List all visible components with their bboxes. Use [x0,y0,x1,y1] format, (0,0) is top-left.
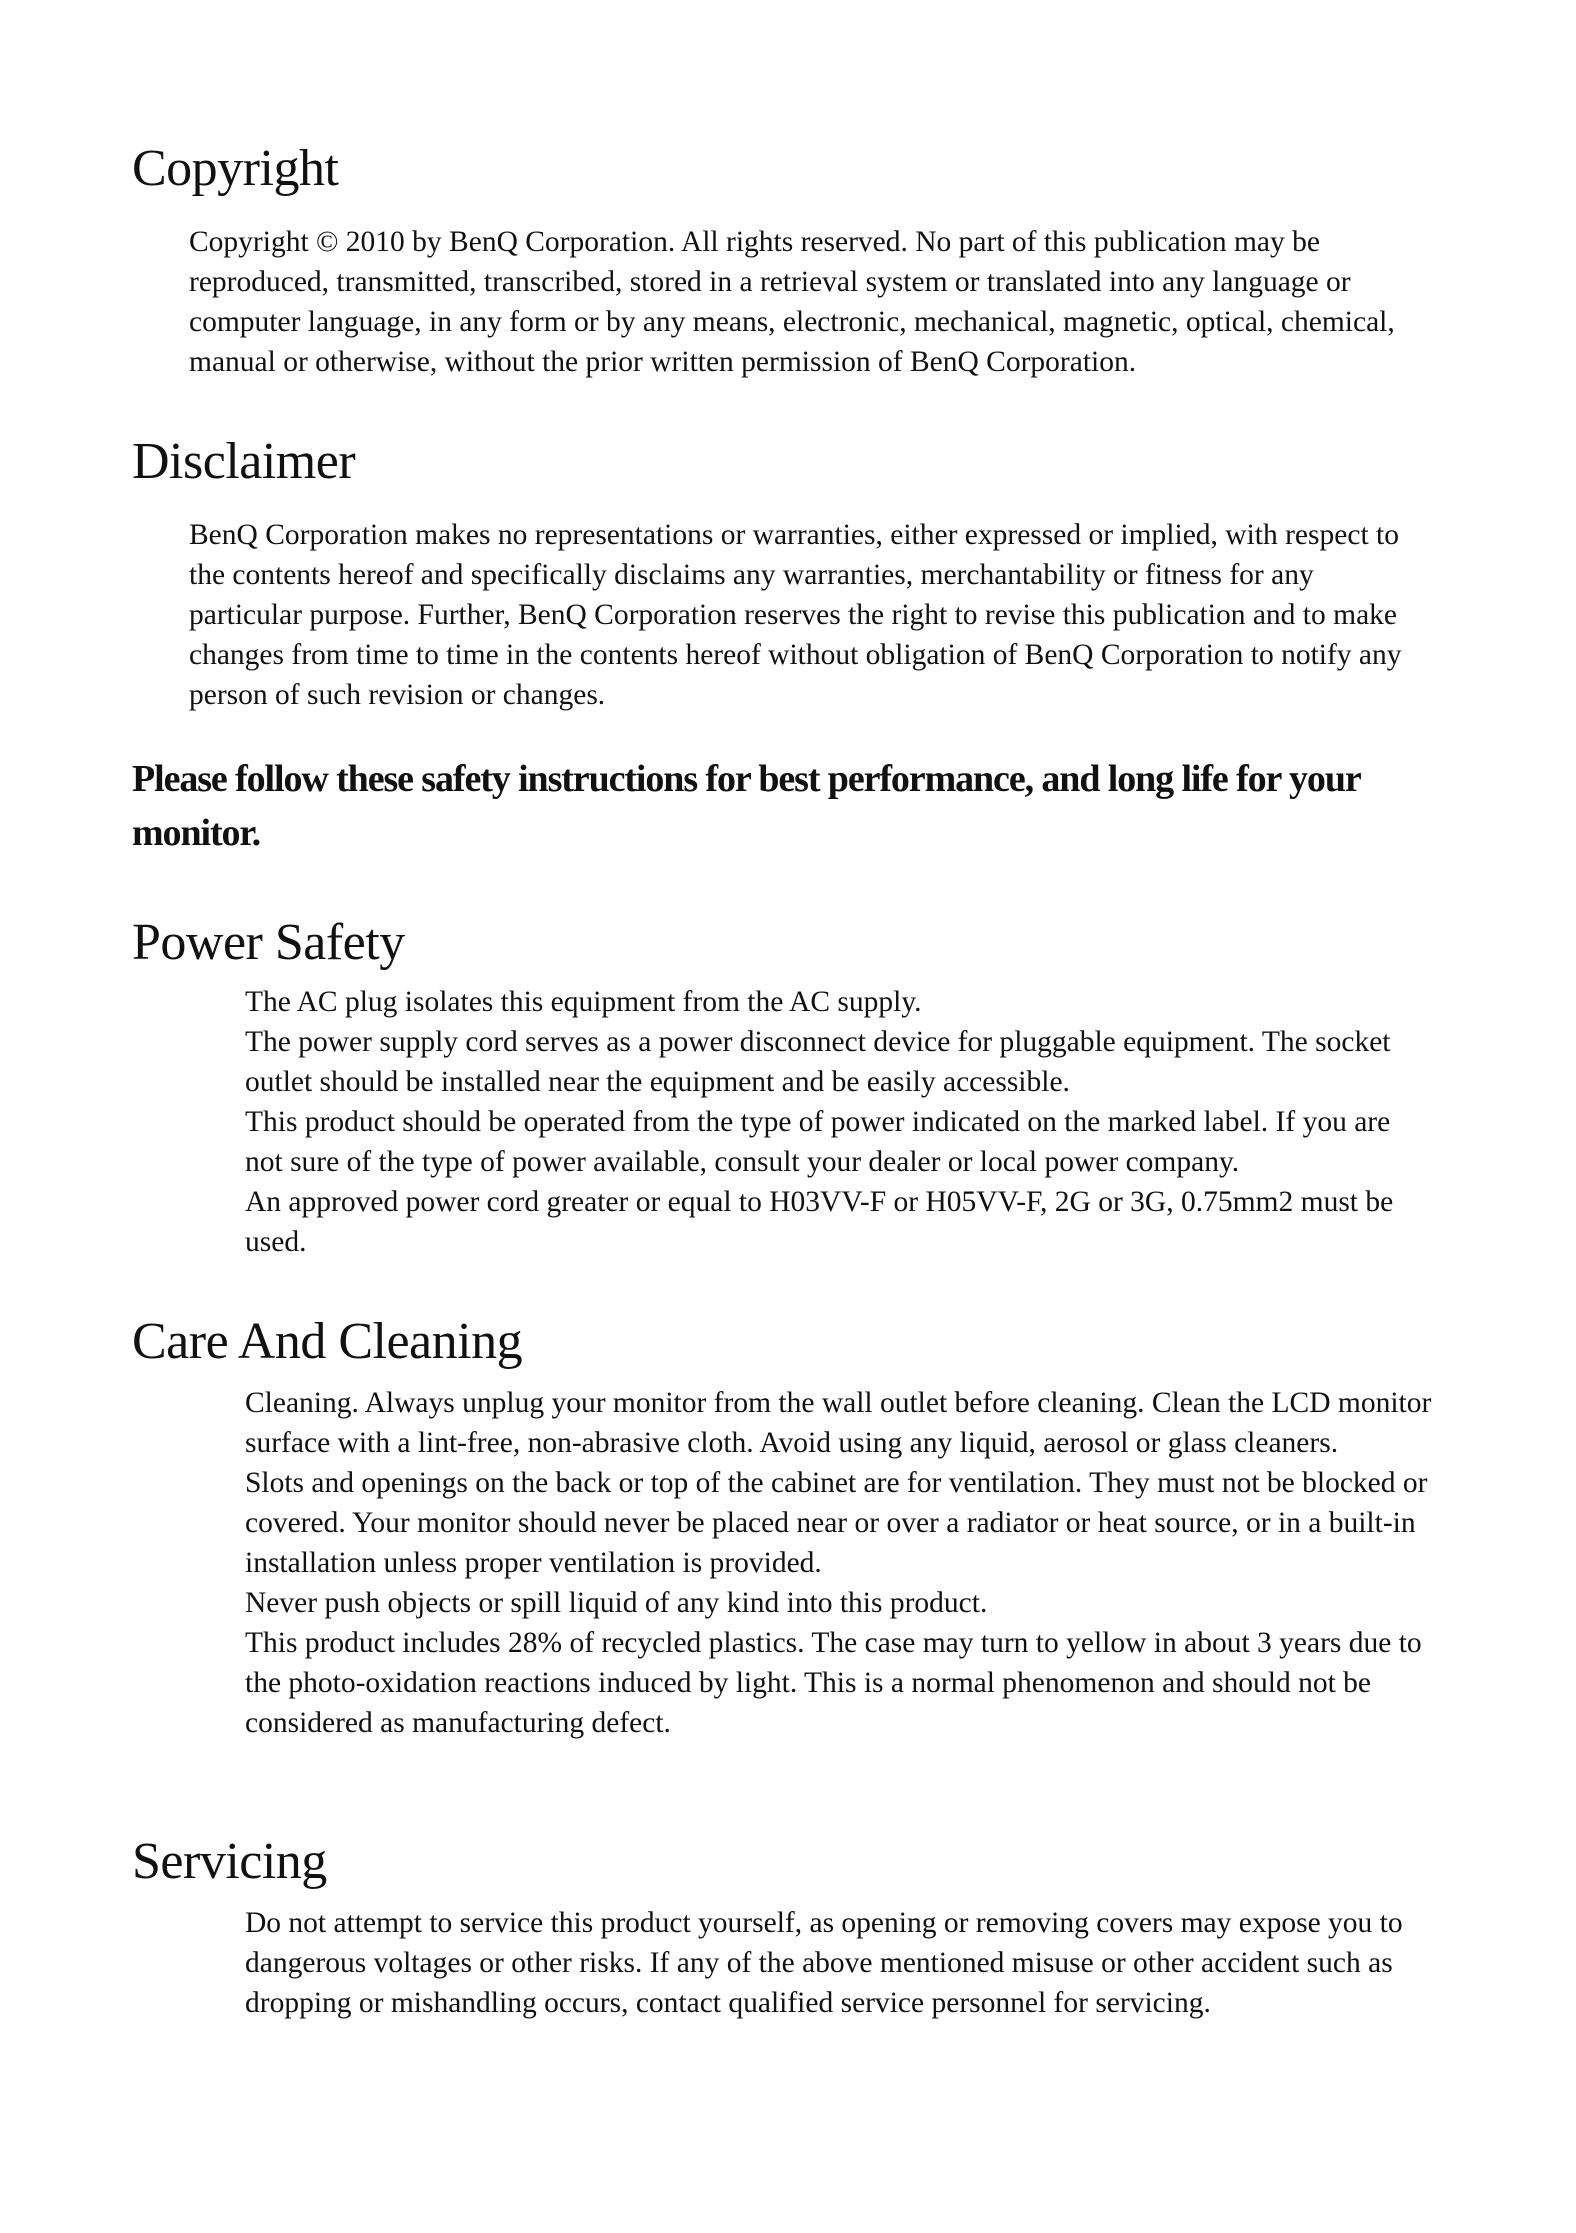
power-safety-section [245,982,1435,1262]
power-safety-paragraph: The AC plug isolates this equipment from the AC supply. [245,986,922,1018]
servicing-text: Do not attempt to service this product yourself, as opening or removing covers may expose you to dangerous voltages or other risks. If any of the above mentioned misuse or other accident such as dropping or mishandling occurs, contact qualified service personnel for servicing. [245,1907,1403,2019]
disclaimer-section [189,515,1429,715]
power-safety-paragraph: This product should be operated from the type of power indicated on the marked label. If you are not sure of the type of power available, consult your dealer or local power company. [245,1106,1391,1178]
safety-notice: Please follow these safety instructions for best performance, and long life for your monitor. [132,758,1360,854]
disclaimer-text: BenQ Corporation makes no representations or warranties, either expressed or implied, with respect to the contents hereof and specifically disclaims any warranties, merchantability or fitness for any particular purpose. Further, BenQ Corporation reserves the right to revise this publication and to make changes from time to time in the contents hereof without obligation of BenQ Corporation to notify any person of such revision or changes. [189,519,1402,711]
care-and-cleaning-heading: Care And Cleaning [132,1313,523,1370]
care-paragraph: Never push objects or spill liquid of any kind into this product. [245,1587,988,1619]
power-safety-paragraph: An approved power cord greater or equal to H03VV-F or H05VV-F, 2G or 3G, 0.75mm2 must be used. [245,1186,1394,1258]
copyright-text: Copyright © 2010 by BenQ Corporation. All rights reserved. No part of this publication may be reproduced, transmitted, transcribed, stored in a retrieval system or translated into any language or computer language, in any form or by any means, electronic, mechanical, magnetic, optical, chemical, manual or otherwise, without the prior written permission of BenQ Corporation. [189,226,1395,378]
servicing-section [245,1903,1435,2023]
care-paragraph: Slots and openings on the back or top of the cabinet are for ventilation. They must not be blocked or covered. Your monitor should never be placed near or over a radiator or heat source, or in a built-in installation unless proper ventilation is provided. [245,1467,1428,1579]
power-safety-paragraph: The power supply cord serves as a power disconnect device for pluggable equipment. The socket outlet should be installed near the equipment and be easily accessible. [245,1026,1391,1098]
disclaimer-heading: Disclaimer [132,433,356,490]
care-and-cleaning-section [245,1383,1435,1743]
copyright-section [189,222,1429,382]
care-paragraph: Cleaning. Always unplug your monitor from the wall outlet before cleaning. Clean the LCD monitor surface with a lint-free, non-abrasive cloth. Avoid using any liquid, aerosol or glass cleaners. [245,1387,1432,1459]
servicing-heading: Servicing [132,1833,327,1890]
copyright-heading: Copyright [132,140,339,197]
care-paragraph: This product includes 28% of recycled plastics. The case may turn to yellow in about 3 years due to the photo-oxidation reactions induced by light. This is a normal phenomenon and should not be considered as manufacturing defect. [245,1627,1422,1739]
power-safety-heading: Power Safety [132,914,405,971]
